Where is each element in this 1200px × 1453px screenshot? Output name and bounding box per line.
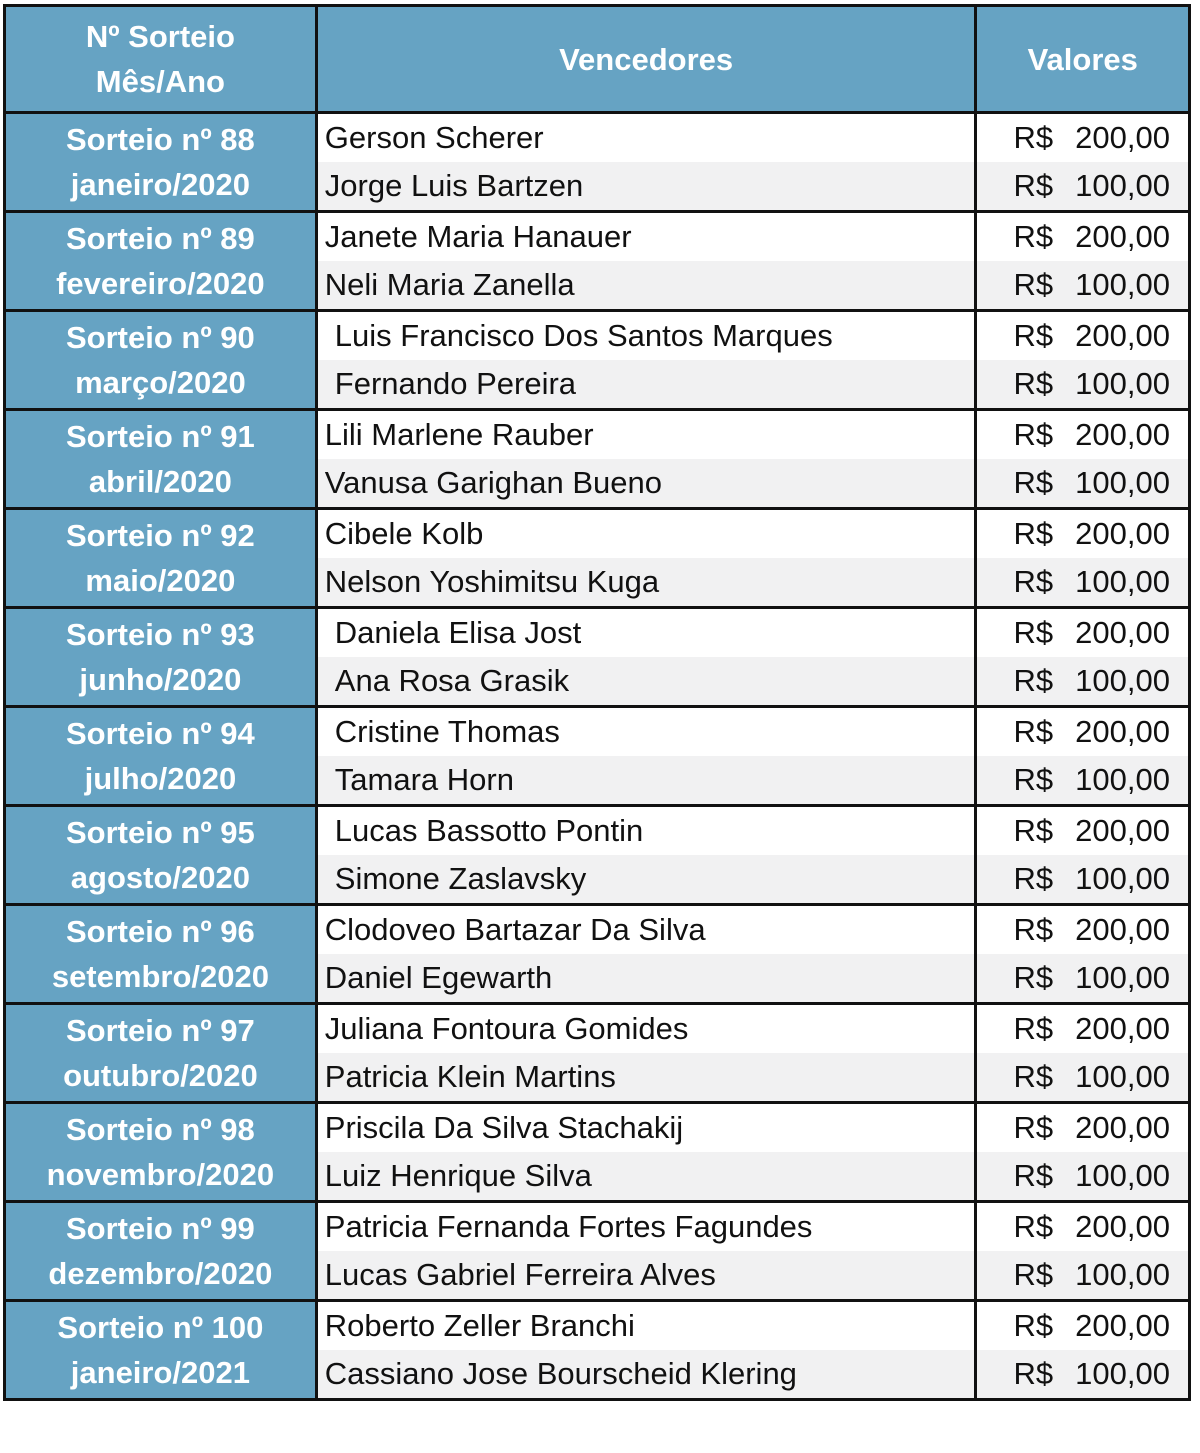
currency: R$ — [1013, 465, 1054, 500]
draw-number: Sorteio nº 95 — [66, 815, 255, 850]
draw-cell — [5, 1004, 317, 1103]
draw-period: setembro/2020 — [51, 959, 269, 994]
draw-period: março/2020 — [75, 365, 246, 400]
amount: 200,00 — [1075, 120, 1170, 155]
draw-number: Sorteio nº 89 — [66, 221, 255, 256]
draw-cell — [5, 608, 317, 707]
currency: R$ — [1013, 912, 1054, 947]
amount: 200,00 — [1075, 417, 1170, 452]
draw-number: Sorteio nº 92 — [66, 518, 255, 553]
table-row — [5, 905, 1190, 955]
winner-name: Ana Rosa Grasik — [316, 657, 976, 707]
prize-value — [976, 1004, 1190, 1054]
draw-cell — [5, 707, 317, 806]
winner-name: Daniela Elisa Jost — [316, 608, 976, 658]
winners-table-container — [3, 4, 1191, 1401]
winner-name: Luis Francisco Dos Santos Marques — [316, 311, 976, 361]
currency: R$ — [1013, 516, 1054, 551]
amount: 100,00 — [1075, 861, 1170, 896]
currency: R$ — [1013, 813, 1054, 848]
currency: R$ — [1013, 168, 1054, 203]
currency: R$ — [1013, 960, 1054, 995]
winner-name: Tamara Horn — [316, 756, 976, 806]
header-draw-line2: Mês/Ano — [95, 64, 225, 99]
currency: R$ — [1013, 120, 1054, 155]
amount: 100,00 — [1075, 1257, 1170, 1292]
prize-value — [976, 1053, 1190, 1103]
amount: 100,00 — [1075, 465, 1170, 500]
prize-value — [976, 1301, 1190, 1351]
currency: R$ — [1013, 417, 1054, 452]
amount: 200,00 — [1075, 1308, 1170, 1343]
winner-name: Clodoveo Bartazar Da Silva — [316, 905, 976, 955]
draw-cell — [5, 509, 317, 608]
header-draw — [5, 6, 317, 113]
table-row — [5, 1103, 1190, 1153]
table-row — [5, 1202, 1190, 1252]
amount: 100,00 — [1075, 762, 1170, 797]
currency: R$ — [1013, 1356, 1054, 1391]
table-row — [5, 707, 1190, 757]
winner-name: Fernando Pereira — [316, 360, 976, 410]
currency: R$ — [1013, 1011, 1054, 1046]
amount: 200,00 — [1075, 615, 1170, 650]
winner-name: Cibele Kolb — [316, 509, 976, 559]
draw-number: Sorteio nº 98 — [66, 1112, 255, 1147]
winner-name: Patricia Klein Martins — [316, 1053, 976, 1103]
currency: R$ — [1013, 615, 1054, 650]
table-row — [5, 1301, 1190, 1351]
currency: R$ — [1013, 1158, 1054, 1193]
winner-name: Luiz Henrique Silva — [316, 1152, 976, 1202]
winner-name: Roberto Zeller Branchi — [316, 1301, 976, 1351]
winner-name: Neli Maria Zanella — [316, 261, 976, 311]
winner-name: Patricia Fernanda Fortes Fagundes — [316, 1202, 976, 1252]
winner-name: Juliana Fontoura Gomides — [316, 1004, 976, 1054]
winner-name: Lucas Bassotto Pontin — [316, 806, 976, 856]
amount: 100,00 — [1075, 663, 1170, 698]
currency: R$ — [1013, 366, 1054, 401]
draw-period: maio/2020 — [85, 563, 236, 598]
prize-value — [976, 459, 1190, 509]
amount: 200,00 — [1075, 1110, 1170, 1145]
draw-period: janeiro/2020 — [70, 167, 250, 202]
winner-name: Janete Maria Hanauer — [316, 212, 976, 262]
winner-name: Gerson Scherer — [316, 113, 976, 163]
draw-cell — [5, 212, 317, 311]
draw-cell — [5, 410, 317, 509]
draw-period: janeiro/2021 — [70, 1355, 250, 1390]
amount: 200,00 — [1075, 516, 1170, 551]
prize-value — [976, 1350, 1190, 1400]
draw-number: Sorteio nº 97 — [66, 1013, 255, 1048]
draw-cell — [5, 311, 317, 410]
currency: R$ — [1013, 1110, 1054, 1145]
draw-period: novembro/2020 — [46, 1157, 275, 1192]
currency: R$ — [1013, 1257, 1054, 1292]
currency: R$ — [1013, 1209, 1054, 1244]
currency: R$ — [1013, 714, 1054, 749]
draw-number: Sorteio nº 93 — [66, 617, 255, 652]
winner-name: Simone Zaslavsky — [316, 855, 976, 905]
draw-number: Sorteio nº 96 — [66, 914, 255, 949]
winner-name: Daniel Egewarth — [316, 954, 976, 1004]
table-row — [5, 608, 1190, 658]
prize-value — [976, 509, 1190, 559]
amount: 100,00 — [1075, 168, 1170, 203]
draw-period: abril/2020 — [88, 464, 232, 499]
amount: 200,00 — [1075, 219, 1170, 254]
amount: 100,00 — [1075, 960, 1170, 995]
draw-period: julho/2020 — [84, 761, 237, 796]
prize-value — [976, 162, 1190, 212]
table-row — [5, 410, 1190, 460]
table-row — [5, 509, 1190, 559]
draw-number: Sorteio nº 99 — [66, 1211, 255, 1246]
amount: 100,00 — [1075, 1158, 1170, 1193]
table-row — [5, 806, 1190, 856]
prize-value — [976, 261, 1190, 311]
header-winners: Vencedores — [316, 6, 976, 113]
currency: R$ — [1013, 663, 1054, 698]
prize-value — [976, 1251, 1190, 1301]
prize-value — [976, 558, 1190, 608]
amount: 200,00 — [1075, 318, 1170, 353]
draw-cell — [5, 113, 317, 212]
prize-value — [976, 1202, 1190, 1252]
prize-value — [976, 608, 1190, 658]
prize-value — [976, 657, 1190, 707]
currency: R$ — [1013, 267, 1054, 302]
table-row — [5, 1004, 1190, 1054]
prize-value — [976, 113, 1190, 163]
amount: 200,00 — [1075, 813, 1170, 848]
draw-cell — [5, 1103, 317, 1202]
winner-name: Cristine Thomas — [316, 707, 976, 757]
table-body — [5, 113, 1190, 1400]
prize-value — [976, 905, 1190, 955]
winner-name: Jorge Luis Bartzen — [316, 162, 976, 212]
header-draw-line1: Nº Sorteio — [85, 19, 235, 54]
draw-number: Sorteio nº 90 — [66, 320, 255, 355]
amount: 100,00 — [1075, 1059, 1170, 1094]
draw-period: agosto/2020 — [70, 860, 250, 895]
draw-number: Sorteio nº 100 — [57, 1310, 264, 1345]
amount: 100,00 — [1075, 267, 1170, 302]
currency: R$ — [1013, 1308, 1054, 1343]
amount: 100,00 — [1075, 564, 1170, 599]
winner-name: Nelson Yoshimitsu Kuga — [316, 558, 976, 608]
amount: 200,00 — [1075, 714, 1170, 749]
currency: R$ — [1013, 219, 1054, 254]
draw-cell — [5, 806, 317, 905]
prize-value — [976, 954, 1190, 1004]
draw-period: fevereiro/2020 — [56, 266, 265, 301]
draw-cell — [5, 1301, 317, 1400]
winners-table — [3, 4, 1191, 1401]
prize-value — [976, 212, 1190, 262]
header-values: Valores — [976, 6, 1190, 113]
winner-name: Lucas Gabriel Ferreira Alves — [316, 1251, 976, 1301]
prize-value — [976, 707, 1190, 757]
prize-value — [976, 1103, 1190, 1153]
draw-cell — [5, 1202, 317, 1301]
currency: R$ — [1013, 762, 1054, 797]
draw-period: junho/2020 — [79, 662, 242, 697]
winner-name: Priscila Da Silva Stachakij — [316, 1103, 976, 1153]
prize-value — [976, 756, 1190, 806]
prize-value — [976, 360, 1190, 410]
table-row — [5, 212, 1190, 262]
currency: R$ — [1013, 318, 1054, 353]
prize-value — [976, 410, 1190, 460]
draw-number: Sorteio nº 88 — [66, 122, 255, 157]
draw-number: Sorteio nº 94 — [66, 716, 255, 751]
table-row — [5, 311, 1190, 361]
amount: 200,00 — [1075, 912, 1170, 947]
prize-value — [976, 855, 1190, 905]
prize-value — [976, 311, 1190, 361]
draw-period: dezembro/2020 — [48, 1256, 273, 1291]
draw-cell — [5, 905, 317, 1004]
prize-value — [976, 1152, 1190, 1202]
winner-name: Vanusa Garighan Bueno — [316, 459, 976, 509]
table-row — [5, 113, 1190, 163]
amount: 100,00 — [1075, 1356, 1170, 1391]
prize-value — [976, 806, 1190, 856]
draw-period: outubro/2020 — [63, 1058, 258, 1093]
header-row — [5, 6, 1190, 113]
currency: R$ — [1013, 564, 1054, 599]
draw-number: Sorteio nº 91 — [66, 419, 255, 454]
amount: 100,00 — [1075, 366, 1170, 401]
amount: 200,00 — [1075, 1209, 1170, 1244]
winner-name: Cassiano Jose Bourscheid Klering — [316, 1350, 976, 1400]
amount: 200,00 — [1075, 1011, 1170, 1046]
currency: R$ — [1013, 861, 1054, 896]
currency: R$ — [1013, 1059, 1054, 1094]
winner-name: Lili Marlene Rauber — [316, 410, 976, 460]
